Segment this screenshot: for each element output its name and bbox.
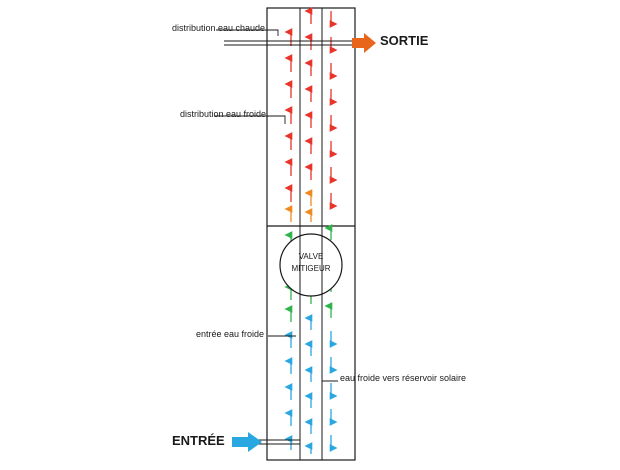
label-outlet: SORTIE: [380, 33, 429, 48]
label-cold-distribution: distribution eau froide: [180, 109, 267, 119]
label-inlet: ENTRÉE: [172, 433, 225, 448]
sortie-arrow: [352, 33, 376, 53]
entree-arrow: [232, 432, 262, 452]
label-valve-line1: VALVE: [298, 252, 324, 261]
label-hot-distribution: distribution eau chaude: [172, 23, 266, 33]
label-valve-line2: MITIGEUR: [291, 264, 331, 273]
label-cold-to-solar-tank: eau froide vers réservoir solaire: [340, 373, 467, 383]
warm-arrows: [291, 193, 311, 222]
label-cold-inlet: entrée eau froide: [196, 329, 265, 339]
